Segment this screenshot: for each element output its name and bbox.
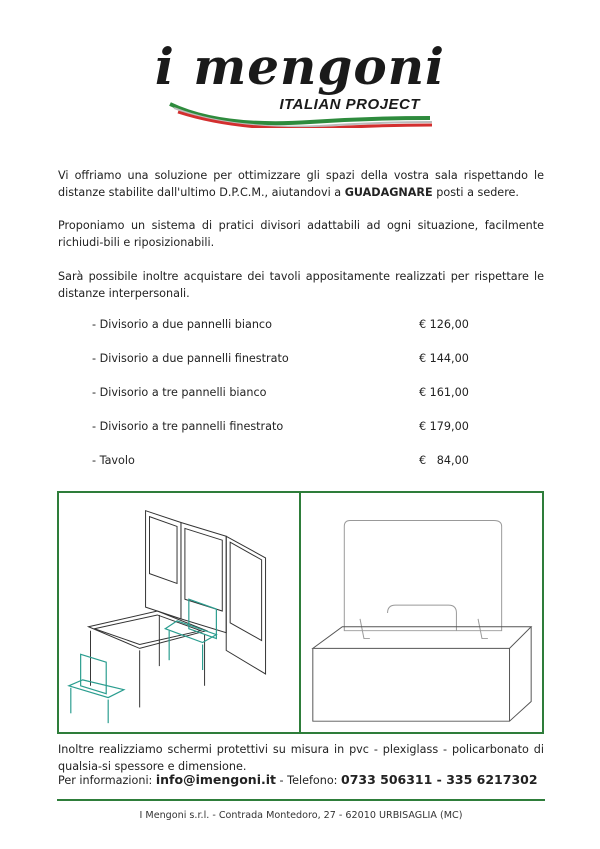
phone-label: - Telefono:: [276, 774, 341, 787]
intro-paragraph-1: [58, 167, 544, 201]
price-amount: € 161,00: [419, 386, 469, 399]
counter-screen-drawing: [301, 493, 542, 732]
price-amount: € 126,00: [419, 318, 469, 331]
intro-paragraph-2: Proponiamo un sistema di pratici divisori adattabili ad ogni situazione, facilmente richiudi-bili e riposizionabili.: [58, 219, 544, 249]
footer-divider: [57, 799, 545, 801]
contact-info: [58, 771, 544, 790]
intro-text: Vi offriamo una soluzione per ottimizzare gli spazi della vostra sala rispettando le distanze stabilite dall'ultimo D.P.C.M., aiutandovi a: [58, 169, 544, 199]
price-item: - Divisorio a tre pannelli bianco: [92, 386, 267, 399]
price-row: [92, 352, 482, 372]
price-amount: € 179,00: [419, 420, 469, 433]
phone-numbers: 0733 506311 - 335 6217302: [341, 772, 538, 787]
price-row: [92, 318, 482, 338]
price-amount: € 84,00: [419, 454, 469, 467]
logo-brand-text: i mengoni: [154, 37, 446, 96]
price-item: - Tavolo: [92, 454, 135, 467]
protective-screen-illustration: [299, 491, 544, 734]
price-row: [92, 454, 482, 474]
intro-bold: GUADAGNARE: [344, 186, 433, 199]
logo-subbrand-text: ITALIAN PROJECT: [279, 96, 420, 113]
price-amount: € 144,00: [419, 352, 469, 365]
contact-label: Per informazioni:: [58, 774, 156, 787]
price-item: - Divisorio a due pannelli bianco: [92, 318, 272, 331]
extra-paragraph: Inoltre realizziamo schermi protettivi su misura in pvc - plexiglass - policarbonato di qualsia-si spessore e dimensione.: [58, 743, 544, 773]
price-row: [92, 420, 482, 440]
email-link[interactable]: info@imengoni.it: [155, 772, 276, 787]
company-logo: [150, 38, 450, 128]
divider-table-chairs-drawing: [59, 493, 299, 732]
divider-illustration: [57, 491, 301, 734]
footer-address: I Mengoni s.r.l. - Contrada Montedoro, 27 - 62010 URBISAGLIA (MC): [139, 810, 463, 821]
intro-paragraph-3: Sarà possibile inoltre acquistare dei tavoli appositamente realizzati per rispettare le distanze interpersonali.: [58, 270, 544, 300]
price-row: [92, 386, 482, 406]
intro-text-end: posti a sedere.: [432, 186, 519, 199]
price-item: - Divisorio a due pannelli finestrato: [92, 352, 289, 365]
price-item: - Divisorio a tre pannelli finestrato: [92, 420, 284, 433]
